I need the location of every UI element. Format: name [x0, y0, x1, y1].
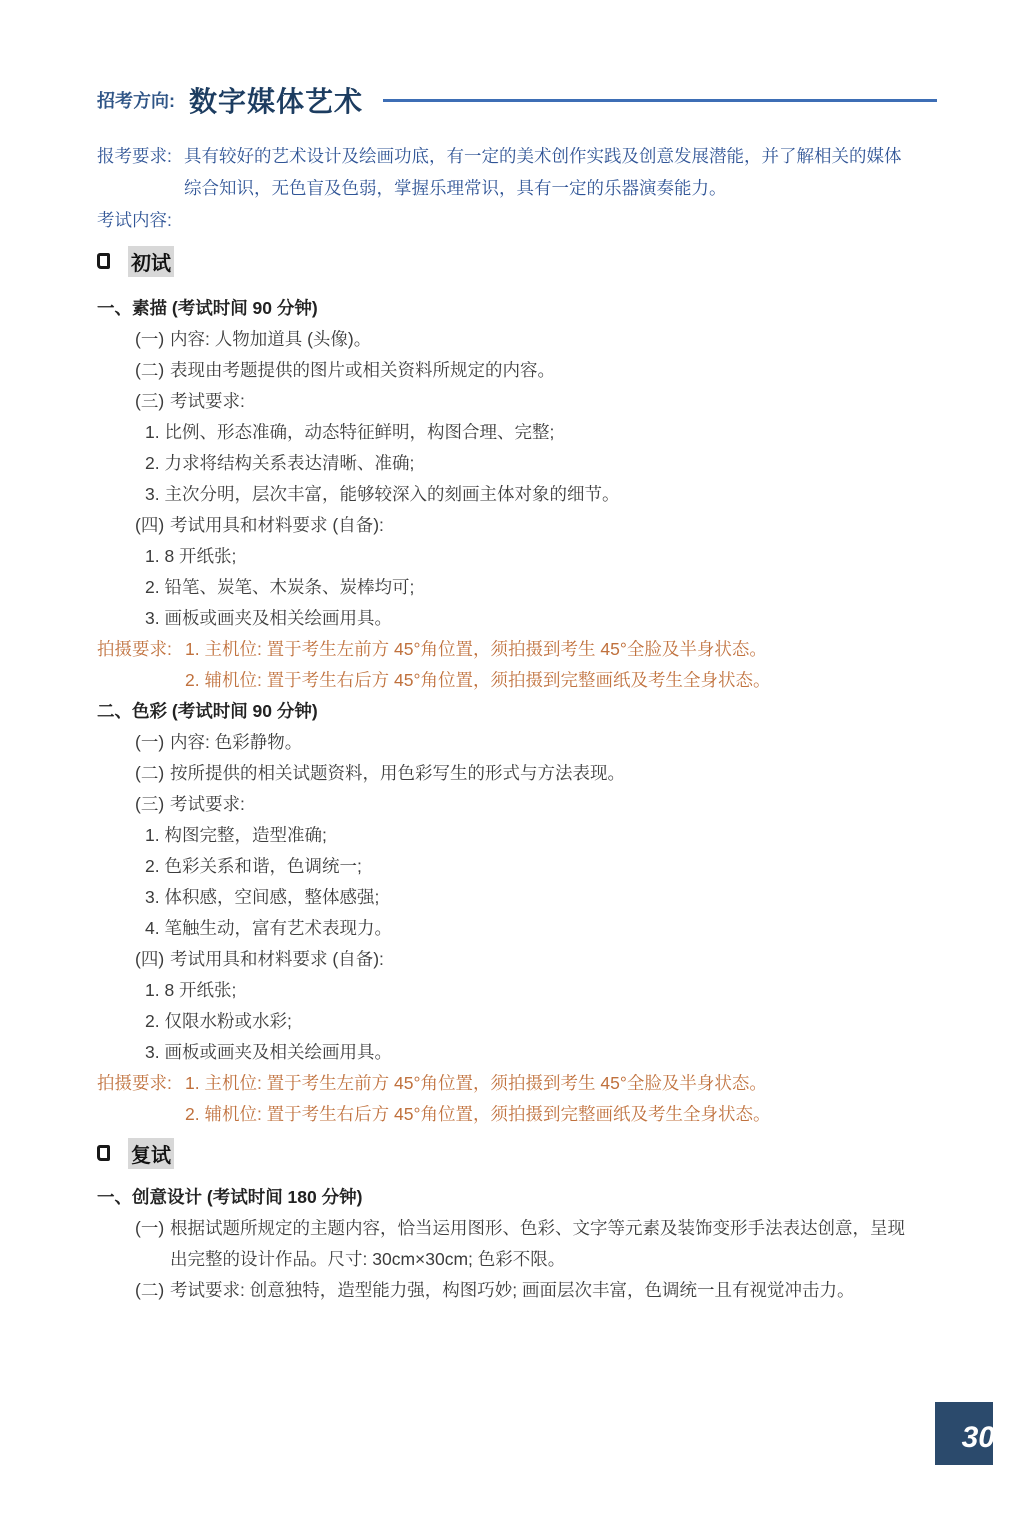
- numbered-item: 2. 力求将结构关系表达清晰、准确;: [145, 453, 415, 473]
- list-item-text: 考试要求: 创意独特，造型能力强，构图巧妙; 画面层次丰富，色调统一且有视觉冲击力。: [170, 1280, 855, 1300]
- direction-label: 招考方向:: [97, 91, 175, 111]
- numbered-item: 1. 比例、形态准确，动态特征鲜明，构图合理、完整;: [145, 422, 555, 442]
- checkbox-icon: [97, 1145, 110, 1161]
- list-item: [97, 758, 937, 789]
- list-marker: (一): [135, 732, 165, 752]
- list-item: [97, 789, 937, 820]
- list-item-text: 按所提供的相关试题资料，用色彩写生的形式与方法表现。: [170, 763, 625, 783]
- numbered-item: 2. 铅笔、炭笔、木炭条、炭棒均可;: [145, 577, 415, 597]
- list-item: [97, 944, 937, 975]
- sections-container: [97, 247, 937, 1306]
- list-heading: 二、色彩 (考试时间 90 分钟): [97, 701, 318, 721]
- apply-requirements-line: [97, 140, 937, 172]
- list-marker: (二): [135, 360, 165, 380]
- list-item: [97, 1275, 937, 1306]
- list-item-text: 考试用具和材料要求 (自备):: [170, 949, 384, 969]
- list-item-text: 考试要求:: [170, 794, 245, 814]
- shooting-requirement-text: 1. 主机位: 置于考生左前方 45°角位置，须拍摄到考生 45°全脸及半身状态。: [185, 1073, 767, 1093]
- numbered-item: 4. 笔触生动，富有艺术表现力。: [145, 918, 392, 938]
- section-body: [97, 293, 937, 1130]
- page-number-box: [935, 1402, 993, 1465]
- numbered-item: 3. 画板或画夹及相关绘画用具。: [145, 608, 392, 628]
- section-title: 初试: [128, 246, 174, 277]
- numbered-item: 1. 8 开纸张;: [145, 546, 237, 566]
- shooting-requirement: [97, 1068, 937, 1099]
- list-marker: (四): [135, 949, 165, 969]
- list-item-text: 内容: 人物加道具 (头像)。: [170, 329, 372, 349]
- list-item-continuation: 出完整的设计作品。尺寸: 30cm×30cm; 色彩不限。: [170, 1249, 566, 1269]
- page-title: 数字媒体艺术: [189, 86, 364, 117]
- list-item-text: 根据试题所规定的主题内容，恰当运用图形、色彩、文字等元素及装饰变形手法表达创意，呈现: [170, 1218, 905, 1238]
- title-rule: [383, 99, 937, 102]
- shooting-requirement-text: 2. 辅机位: 置于考生右后方 45°角位置，须拍摄到完整画纸及考生全身状态。: [185, 670, 771, 690]
- document-page: [97, 82, 937, 1306]
- exam-content-label: 考试内容:: [97, 210, 172, 230]
- section-body: [97, 1182, 937, 1306]
- exam-section: [97, 1139, 937, 1306]
- list-item: [97, 386, 937, 417]
- list-marker: (二): [135, 763, 165, 783]
- list-item: [97, 1213, 937, 1244]
- list-marker: (一): [135, 1218, 165, 1238]
- list-item: [97, 324, 937, 355]
- shooting-requirement: [97, 634, 937, 665]
- shooting-requirement-text: 2. 辅机位: 置于考生右后方 45°角位置，须拍摄到完整画纸及考生全身状态。: [185, 1104, 771, 1124]
- section-title: 复试: [128, 1138, 174, 1169]
- shooting-requirement-label: 拍摄要求:: [97, 1073, 172, 1093]
- apply-requirements-text: 具有较好的艺术设计及绘画功底，有一定的美术创作实践及创意发展潜能，并了解相关的媒体: [184, 146, 902, 166]
- list-marker: (四): [135, 515, 165, 535]
- numbered-item: 2. 色彩关系和谐，色调统一;: [145, 856, 362, 876]
- numbered-item: 1. 构图完整，造型准确;: [145, 825, 327, 845]
- numbered-item: 3. 画板或画夹及相关绘画用具。: [145, 1042, 392, 1062]
- apply-requirements: [97, 140, 937, 236]
- list-item: [97, 510, 937, 541]
- numbered-item: 1. 8 开纸张;: [145, 980, 237, 1000]
- numbered-item: 3. 体积感，空间感，整体感强;: [145, 887, 380, 907]
- list-marker: (二): [135, 1280, 165, 1300]
- list-heading: 一、创意设计 (考试时间 180 分钟): [97, 1187, 363, 1207]
- section-header: [97, 247, 937, 275]
- shooting-requirement-text: 1. 主机位: 置于考生左前方 45°角位置，须拍摄到考生 45°全脸及半身状态。: [185, 639, 767, 659]
- list-item: [97, 727, 937, 758]
- list-item-text: 内容: 色彩静物。: [170, 732, 303, 752]
- list-item: [97, 355, 937, 386]
- section-header: [97, 1139, 937, 1167]
- apply-requirements-text-cont: 综合知识，无色盲及色弱，掌握乐理常识，具有一定的乐器演奏能力。: [184, 178, 727, 198]
- checkbox-icon: [97, 253, 110, 269]
- exam-section: [97, 247, 937, 1130]
- apply-requirements-label: 报考要求:: [97, 146, 172, 166]
- list-item-text: 考试用具和材料要求 (自备):: [170, 515, 384, 535]
- list-marker: (三): [135, 794, 165, 814]
- list-heading: 一、素描 (考试时间 90 分钟): [97, 298, 318, 318]
- numbered-item: 3. 主次分明，层次丰富，能够较深入的刻画主体对象的细节。: [145, 484, 620, 504]
- list-item-text: 考试要求:: [170, 391, 245, 411]
- list-marker: (一): [135, 329, 165, 349]
- page-number: 30: [961, 1421, 995, 1454]
- shooting-requirement-label: 拍摄要求:: [97, 639, 172, 659]
- document-header: [97, 82, 937, 118]
- numbered-item: 2. 仅限水粉或水彩;: [145, 1011, 292, 1031]
- list-item-text: 表现由考题提供的图片或相关资料所规定的内容。: [170, 360, 555, 380]
- list-marker: (三): [135, 391, 165, 411]
